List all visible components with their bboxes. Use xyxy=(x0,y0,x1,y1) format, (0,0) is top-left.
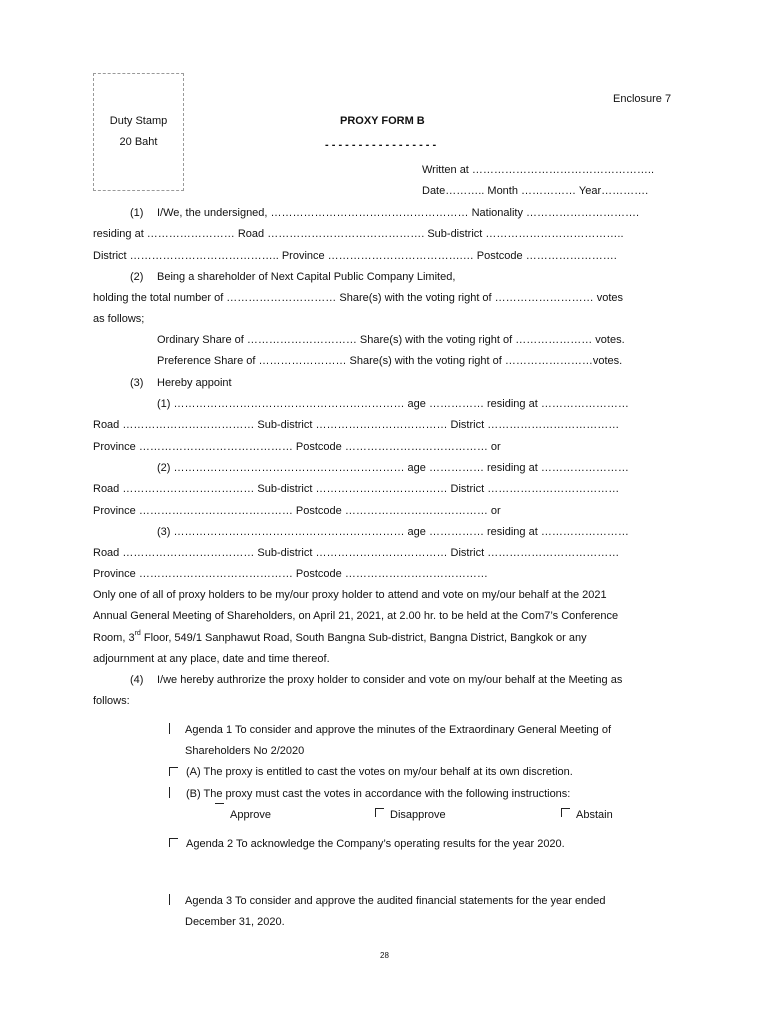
meeting-paragraph-line-2: Annual General Meeting of Shareholders, on April 21, 2021, at 2.00 hr. to be held at the Com7’s Conference xyxy=(93,610,619,622)
proxy-3-road-line[interactable]: Road ……………………………… Sub-district ……………………………… District ……………………………… xyxy=(93,547,620,559)
abstain-label: Abstain xyxy=(576,809,613,821)
total-shares-line[interactable]: holding the total number of ………………………… Share(s) with the voting right of ……………………… votes xyxy=(93,292,624,304)
proxy-1-province-line[interactable]: Province …………………………………… Postcode ………………………………… or xyxy=(93,441,501,453)
section-3-number: (3) xyxy=(130,377,144,389)
agenda-1-title-cont: Shareholders No 2/2020 xyxy=(185,745,305,757)
page-title: PROXY FORM B xyxy=(340,115,425,127)
meeting-paragraph-line-1: Only one of all of proxy holders to be my/our proxy holder to attend and vote on my/our behalf at the 2021 xyxy=(93,589,607,601)
proxy-1-road-line[interactable]: Road ……………………………… Sub-district ……………………………… District ……………………………… xyxy=(93,419,620,431)
preference-share-line[interactable]: Preference Share of …………………… Share(s) with the voting right of ……………………votes. xyxy=(157,355,623,367)
abstain-checkbox[interactable] xyxy=(561,808,570,817)
written-at-field[interactable]: Written at ………………………………………….. xyxy=(422,164,655,176)
disapprove-checkbox[interactable] xyxy=(375,808,384,817)
title-rule: - - - - - - - - - - - - - - - - - xyxy=(325,139,437,151)
option-a-label: (A) The proxy is entitled to cast the votes on my/our behalf at its own discretion. xyxy=(186,766,573,778)
agenda-2-title: Agenda 2 To acknowledge the Company’s operating results for the year 2020. xyxy=(186,838,565,850)
stamp-amount: 20 Baht xyxy=(119,136,158,148)
proxy-2-road-line[interactable]: Road ……………………………… Sub-district ……………………………… District ……………………………… xyxy=(93,483,620,495)
proxy-3-name-line[interactable]: (3) ……………………………………………………… age …………… residing at …………………… xyxy=(157,526,629,538)
as-follows-text: as follows; xyxy=(93,313,145,325)
section-2-number: (2) xyxy=(130,271,144,283)
page-number: 28 xyxy=(380,951,389,960)
agenda-3-title-cont: December 31, 2020. xyxy=(185,916,285,928)
residing-line[interactable]: residing at …………………… Road ……………………………………. Sub-district ……………………………….. xyxy=(93,228,624,240)
approve-checkbox[interactable] xyxy=(215,803,224,804)
meeting-paragraph-line-3: Room, 3rd Floor, 549/1 Sanphawut Road, South Bangna Sub-district, Bangna District, Bangkok or any xyxy=(93,630,587,644)
section-4-number: (4) xyxy=(130,674,144,686)
proxy-1-name-line[interactable]: (1) ……………………………………………………… age …………… residing at …………………… xyxy=(157,398,629,410)
approve-label: Approve xyxy=(230,809,271,821)
option-b-checkbox[interactable] xyxy=(169,787,170,798)
agenda-1-title: Agenda 1 To consider and approve the minutes of the Extraordinary General Meeting of xyxy=(185,724,612,736)
authorize-line: I/we hereby authrorize the proxy holder to consider and vote on my/our behalf at the Meeting as xyxy=(157,674,623,686)
enclosure-label: Enclosure 7 xyxy=(613,93,672,105)
option-a-checkbox[interactable] xyxy=(169,767,178,776)
proxy-3-province-line[interactable]: Province …………………………………… Postcode ………………………………… xyxy=(93,568,488,580)
agenda-2-checkbox[interactable] xyxy=(169,838,178,847)
meeting-paragraph-line-4: adjournment at any place, date and time thereof. xyxy=(93,653,330,665)
ordinary-share-line[interactable]: Ordinary Share of ………………………… Share(s) with the voting right of ………………… votes. xyxy=(157,334,625,346)
agenda-3-checkbox[interactable] xyxy=(169,894,170,905)
agenda-1-checkbox[interactable] xyxy=(169,723,170,734)
undersigned-line[interactable]: I/We, the undersigned, ……………………………………………… Nationality …………………………. xyxy=(157,207,640,219)
proxy-2-province-line[interactable]: Province …………………………………… Postcode ………………………………… or xyxy=(93,505,501,517)
agenda-3-title: Agenda 3 To consider and approve the audited financial statements for the year ended xyxy=(185,895,606,907)
follows-text: follows: xyxy=(93,695,130,707)
stamp-label: Duty Stamp xyxy=(109,115,168,127)
proxy-2-name-line[interactable]: (2) ……………………………………………………… age …………… residing at …………………… xyxy=(157,462,629,474)
duty-stamp-box xyxy=(93,73,184,191)
date-field[interactable]: Date……….. Month …………… Year…………. xyxy=(422,185,649,197)
district-line[interactable]: District ………………………………….. Province ……………………………….… Postcode ……………………. xyxy=(93,250,617,262)
option-b-label: (B) The proxy must cast the votes in accordance with the following instructions: xyxy=(186,788,571,800)
disapprove-label: Disapprove xyxy=(390,809,446,821)
shareholder-line: Being a shareholder of Next Capital Public Company Limited, xyxy=(157,271,456,283)
section-1-number: (1) xyxy=(130,207,144,219)
appoint-heading: Hereby appoint xyxy=(157,377,232,389)
